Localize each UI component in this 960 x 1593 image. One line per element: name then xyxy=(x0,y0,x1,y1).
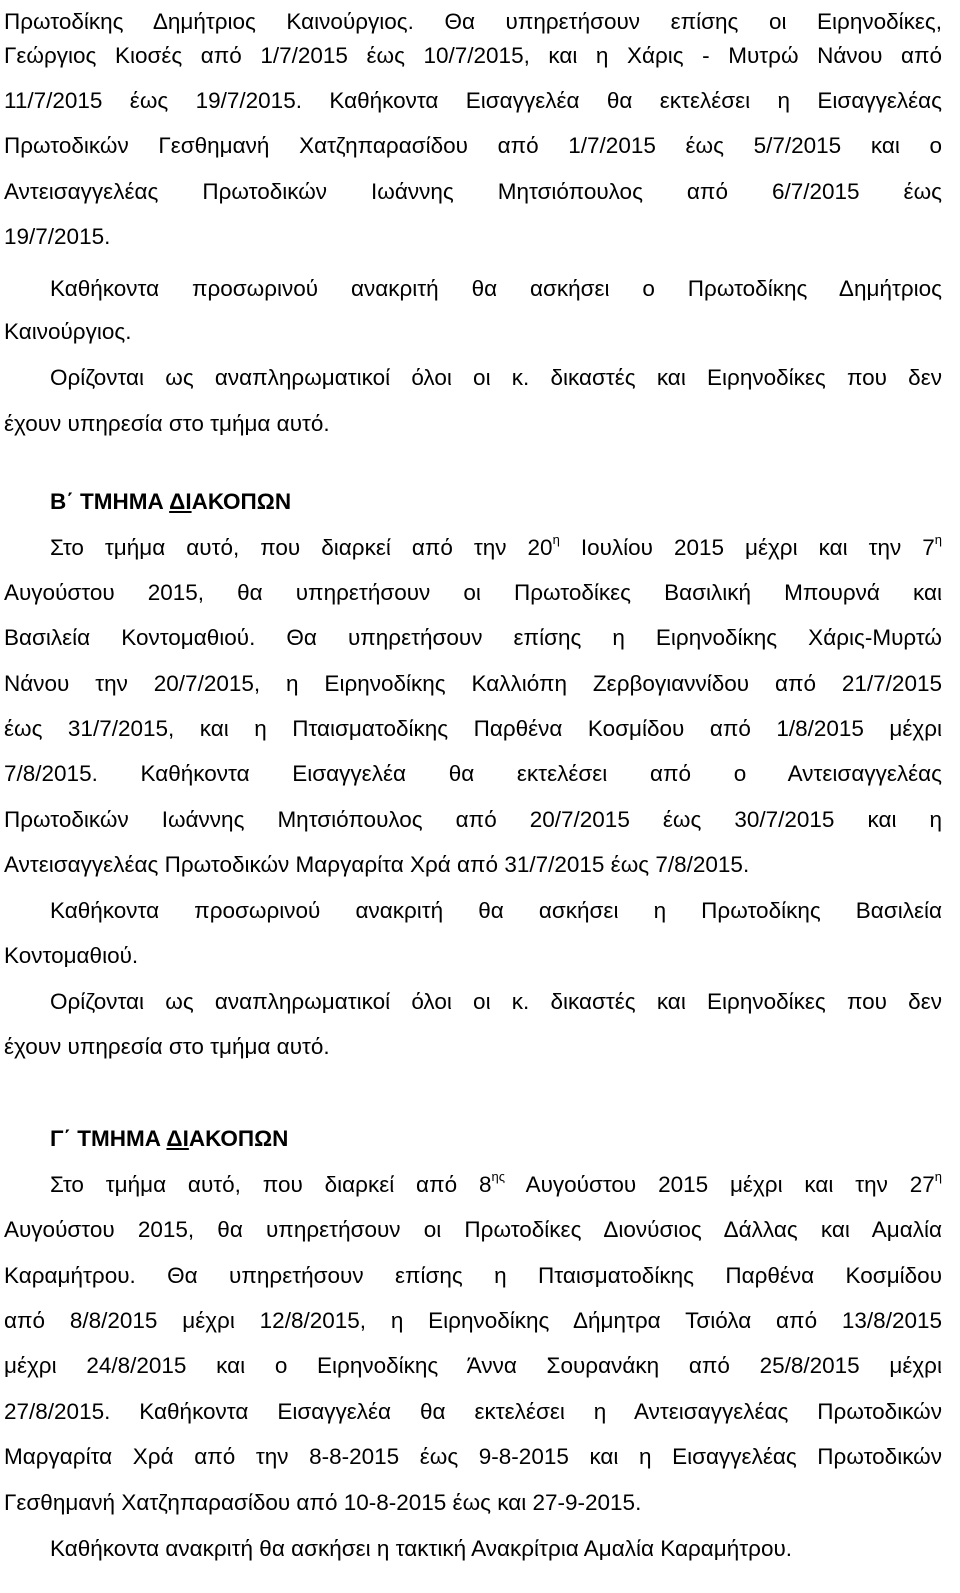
paragraph-line: Αντεισαγγελέας Πρωτοδικών Μαργαρίτα Χρά από 31/7/2015 έως 7/8/2015. xyxy=(4,852,750,877)
paragraph-line: Γεσθημανή Χατζηπαρασίδου από 10-8-2015 έως και 27-9-2015. xyxy=(4,1490,642,1515)
paragraph-line: Αντεισαγγελέας Πρωτοδικών Ιωάννης Μητσιόπουλος από 6/7/2015 έως xyxy=(4,179,942,204)
paragraph-line: Στο τμήμα αυτό, που διαρκεί από $8^{\eta\varsigma}$ Αυγούστου 2015 μέχρι και την $27^\eta$ xyxy=(50,1169,942,1197)
paragraph-line: Αυγούστου 2015, θα υπηρετήσουν οι Πρωτοδίκες Βασιλική Μπουρνά και xyxy=(4,580,942,605)
paragraph-line: 11/7/2015 έως 19/7/2015. Καθήκοντα Εισαγγελέα θα εκτελέσει η Εισαγγελέας xyxy=(4,88,942,113)
paragraph-line: Ορίζονται ως αναπληρωματικοί όλοι οι κ. δικαστές και Ειρηνοδίκες που δεν xyxy=(50,989,942,1014)
paragraph-line: Καθήκοντα προσωρινού ανακριτή θα ασκήσει η Πρωτοδίκης Βασιλεία xyxy=(50,898,942,923)
paragraph-line: Νάνου την 20/7/2015, η Ειρηνοδίκης Καλλιόπη Ζερβογιαννίδου από 21/7/2015 xyxy=(4,671,942,696)
paragraph-line: Πρωτοδικών Ιωάννης Μητσιόπουλος από 20/7/2015 έως 30/7/2015 και η xyxy=(4,807,942,832)
paragraph-line: Στο τμήμα αυτό, που διαρκεί από την $20^\eta$ Ιουλίου 2015 μέχρι και την $7^\eta$ xyxy=(50,532,942,560)
paragraph-line: Μαργαρίτα Χρά από την 8-8-2015 έως 9-8-2015 και η Εισαγγελέας Πρωτοδικών xyxy=(4,1444,942,1469)
paragraph-line: Αυγούστου 2015, θα υπηρετήσουν οι Πρωτοδίκες Διονύσιος Δάλλας και Αμαλία xyxy=(4,1217,942,1242)
paragraph-line: Καινούργιος. xyxy=(4,319,132,344)
paragraph-line: Βασιλεία Κοντομαθιού. Θα υπηρετήσουν επίσης η Ειρηνοδίκης Χάρις-Μυρτώ xyxy=(4,625,942,650)
paragraph-line: 27/8/2015. Καθήκοντα Εισαγγελέα θα εκτελέσει η Αντεισαγγελέας Πρωτοδικών xyxy=(4,1399,942,1424)
paragraph-line: από 8/8/2015 μέχρι 12/8/2015, η Ειρηνοδίκης Δήμητρα Τσιόλα από 13/8/2015 xyxy=(4,1308,942,1333)
paragraph-line: Πρωτοδίκης Δημήτριος Καινούργιος. Θα υπηρετήσουν επίσης οι Ειρηνοδίκες, xyxy=(4,9,942,34)
paragraph-line: Καθήκοντα ανακριτή θα ασκήσει η τακτική Ανακρίτρια Αμαλία Καραμήτρου. xyxy=(50,1536,793,1561)
paragraph-line: έχουν υπηρεσία στο τμήμα αυτό. xyxy=(4,1034,330,1059)
paragraph-line: Καθήκοντα προσωρινού ανακριτή θα ασκήσει ο Πρωτοδίκης Δημήτριος xyxy=(50,276,942,301)
paragraph-line: μέχρι 24/8/2015 και ο Ειρηνοδίκης Άννα Σουρανάκη από 25/8/2015 μέχρι xyxy=(4,1353,942,1378)
paragraph-line: Πρωτοδικών Γεσθημανή Χατζηπαρασίδου από 1/7/2015 έως 5/7/2015 και ο xyxy=(4,133,942,158)
paragraph-line: Καραμήτρου. Θα υπηρετήσουν επίσης η Πταισματοδίκης Παρθένα Κοσμίδου xyxy=(4,1263,942,1288)
paragraph-line: Ορίζονται ως αναπληρωματικοί όλοι οι κ. δικαστές και Ειρηνοδίκες που δεν xyxy=(50,365,942,390)
section-b-heading: Β΄ ΤΜΗΜΑ ΔΙΑΚΟΠΩΝ xyxy=(50,489,292,514)
paragraph-line: Γεώργιος Κιοσές από 1/7/2015 έως 10/7/2015, και η Χάρις - Μυτρώ Νάνου από xyxy=(4,43,942,68)
paragraph-line: 7/8/2015. Καθήκοντα Εισαγγελέα θα εκτελέσει από ο Αντεισαγγελέας xyxy=(4,761,942,786)
paragraph-line: Κοντομαθιού. xyxy=(4,943,139,968)
paragraph-line: έως 31/7/2015, και η Πταισματοδίκης Παρθένα Κοσμίδου από 1/8/2015 μέχρι xyxy=(4,716,942,741)
paragraph-line: έχουν υπηρεσία στο τμήμα αυτό. xyxy=(4,411,330,436)
paragraph-line: 19/7/2015. xyxy=(4,224,111,249)
section-c-heading: Γ΄ ΤΜΗΜΑ ΔΙΑΚΟΠΩΝ xyxy=(50,1126,289,1151)
